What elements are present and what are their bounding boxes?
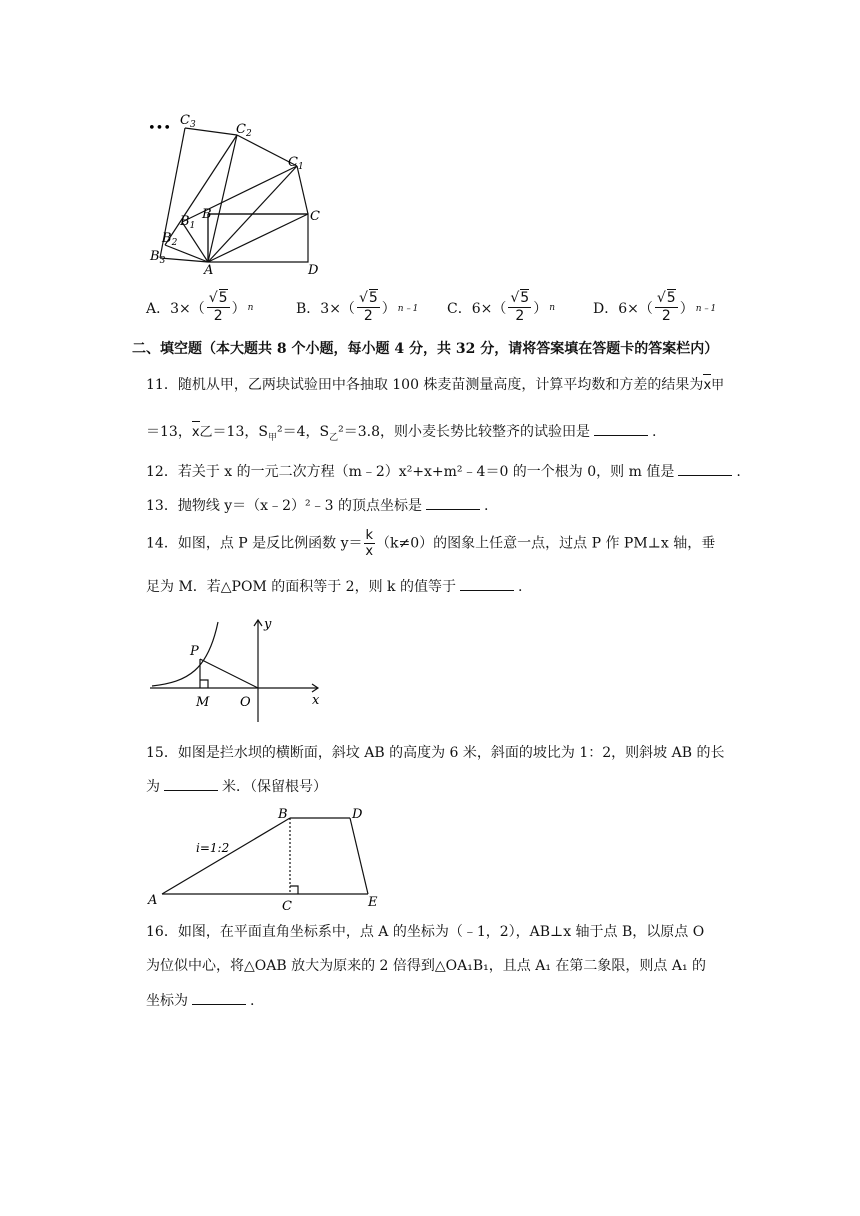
fig15-label-a: A xyxy=(148,893,158,908)
option-d: D．6×（ $\frac{√5}{2}$ ） n﹣1 xyxy=(593,290,717,324)
label-a: A xyxy=(204,263,214,278)
svg-text:B2: $B_2$ xyxy=(162,231,178,248)
option-a: A．3×（ $\frac{√5}{2}$ ） n xyxy=(146,290,254,324)
q11-line1: 11．随机从甲，乙两块试验田中各抽取 100 株麦苗测量高度，计算平均数和方差的结果为x甲 xyxy=(146,374,724,396)
q14-line1: 14．如图，点 P 是反比例函数 y＝ $\frac{k}{x}$ （k≠0）的图象上任意一点，过点 P 作 PM⊥x 轴，垂 xyxy=(146,528,716,559)
q14-line2: 足为 M．若△POM 的面积等于 2，则 k 的值等于 . xyxy=(146,576,522,597)
q16-answer-blank[interactable] xyxy=(192,990,246,1005)
q15-line1: 15．如图是拦水坝的横断面，斜坟 AB 的高度为 6 米，斜面的坡比为 1：2，则斜坡 AB 的长 xyxy=(146,745,725,761)
q16-line2: 为位似中心，将△OAB 放大为原来的 2 倍得到△OA₁B₁，且点 A₁ 在第二象限，则点 A₁ 的 xyxy=(146,958,707,974)
svg-text:C1: $C_1$ xyxy=(288,155,304,172)
label-c3: C xyxy=(180,113,190,128)
label-b3: B xyxy=(150,249,160,264)
q15-line2: 为 米．（保留根号） xyxy=(146,776,327,797)
fig14-label-m: M xyxy=(196,695,210,710)
label-b: B xyxy=(202,207,212,222)
label-b2: B xyxy=(162,231,172,246)
q11-line2: ＝13，x乙＝13，$S_甲^2=4$，$S_乙^2=3.8$，则小麦长势比较整齐的试验田是 . xyxy=(146,421,656,448)
q11-answer-blank[interactable] xyxy=(594,421,648,436)
fig15-label-d: D xyxy=(352,807,363,822)
figure-rotating-rectangles xyxy=(140,100,340,278)
fig14-label-o: O xyxy=(240,695,251,710)
fig15-slope-label: i=1:2 xyxy=(196,841,230,855)
fig10-dots: ••• xyxy=(148,121,172,136)
svg-text:B3: $B_3$ xyxy=(150,249,166,266)
figure-inverse-function xyxy=(148,614,326,726)
q15-answer-blank[interactable] xyxy=(164,776,218,791)
fig14-label-x: x xyxy=(312,693,320,708)
q13-line: 13．抛物线 y＝（x﹣2）²﹣3 的顶点坐标是 . xyxy=(146,495,488,516)
q13-answer-blank[interactable] xyxy=(426,495,480,510)
figure-dam-cross-section xyxy=(146,802,386,910)
svg-text:C3: $C_3$ xyxy=(180,113,196,130)
label-c2: C xyxy=(236,122,246,137)
label-c: C xyxy=(310,209,320,224)
svg-text:B1: $B_1$ xyxy=(180,214,196,231)
svg-text:C2: $C_2$ xyxy=(236,122,252,139)
fig14-label-p: P xyxy=(190,644,199,659)
fig15-label-e: E xyxy=(368,895,378,910)
q16-line1: 16．如图，在平面直角坐标系中，点 A 的坐标为（﹣1，2），AB⊥x 轴于点 B，以原点 O xyxy=(146,924,705,940)
option-b: B．3×（ $\frac{√5}{2}$ ） n﹣1 xyxy=(296,290,419,324)
q12-answer-blank[interactable] xyxy=(678,461,732,476)
fig15-label-c: C xyxy=(282,899,292,910)
label-d: D xyxy=(308,263,319,278)
q16-line3: 坐标为 . xyxy=(146,990,254,1011)
fig14-label-y: y xyxy=(264,617,272,632)
q12-line: 12．若关于 x 的一元二次方程（m﹣2）x²+x+m²﹣4＝0 的一个根为 0，则 m 值是 . xyxy=(146,461,741,482)
option-c: C．6×（ $\frac{√5}{2}$ ） n xyxy=(447,290,555,324)
fig15-label-b: B xyxy=(278,807,288,822)
label-c1: C xyxy=(288,155,298,170)
section-heading-fill-in: 二、填空题（本大题共 8 个小题，每小题 4 分，共 32 分，请将答案填在答题卡的答案栏内） xyxy=(132,341,719,357)
label-b1: B xyxy=(180,214,190,229)
q14-answer-blank[interactable] xyxy=(460,576,514,591)
